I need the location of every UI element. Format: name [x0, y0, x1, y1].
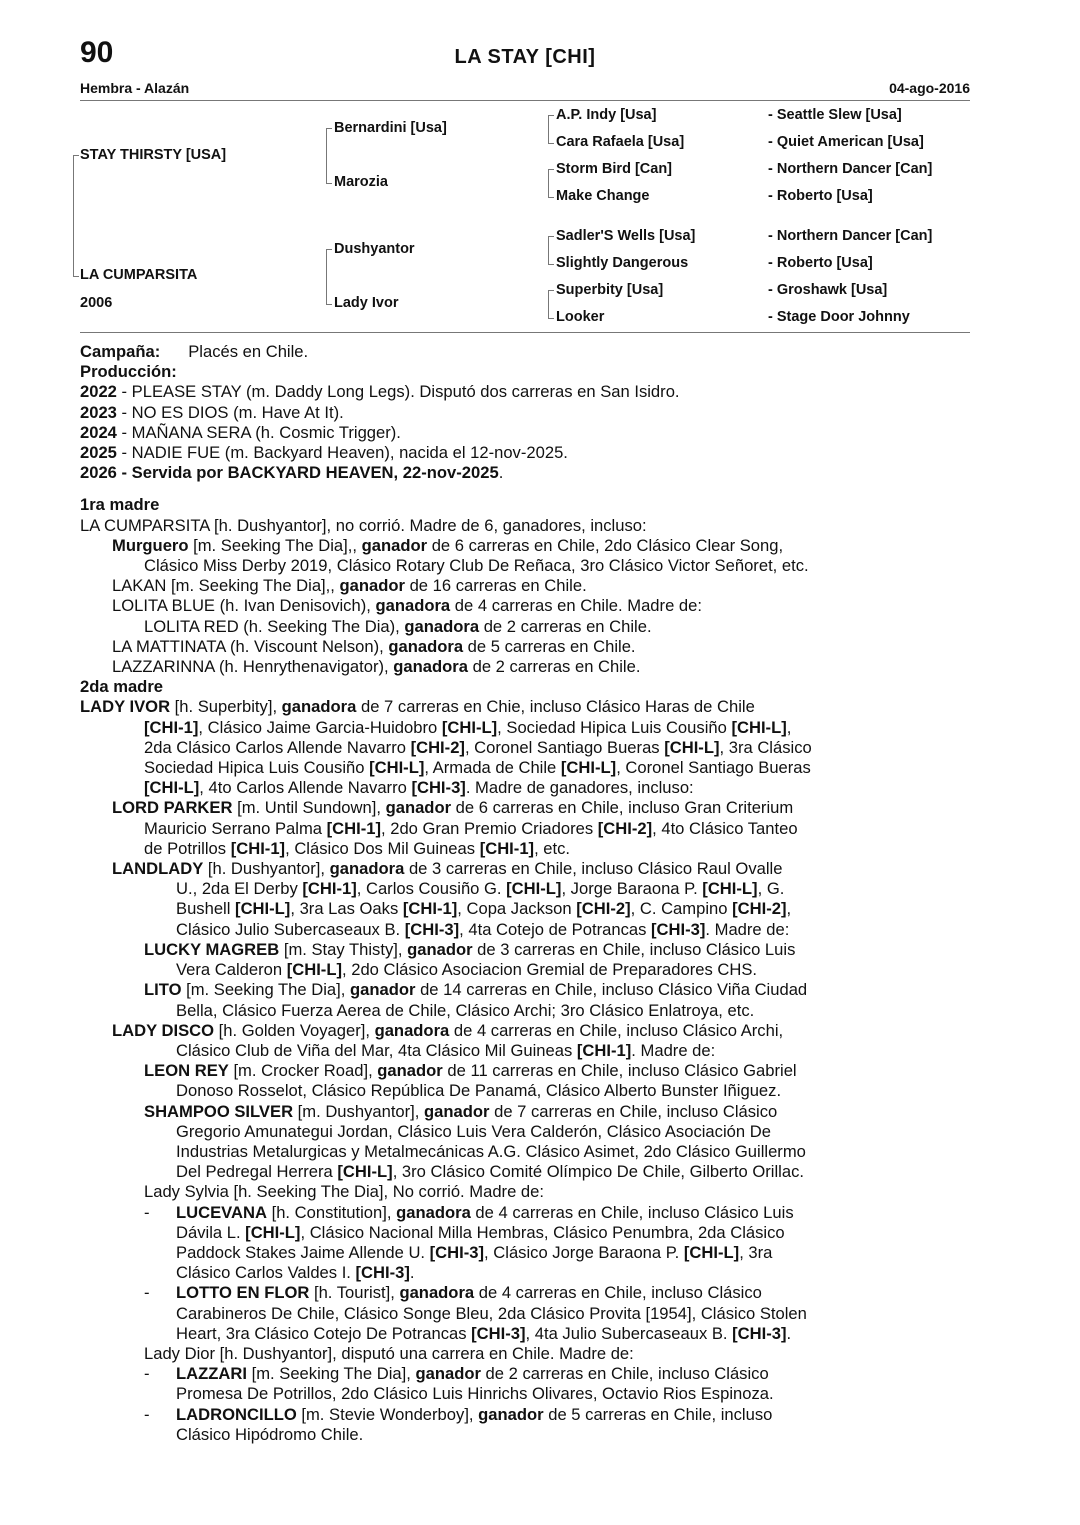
entry-lucevana: - LUCEVANA [h. Constitution], ganadora de 4 carreras en Chile, incluso Clásico Luis Dávila L. [CHI-L], Clásico Nacional Milla Hembras, Clásico Penumbra, 2da Clásico Paddock Stakes Jaime Allende U. [CHI-3], Clásico Jorge Baraona P. [CHI-L], 3ra Clásico Carlos Valdes I. [CHI-3].: [144, 1202, 794, 1283]
production-2023: 2023 - NO ES DIOS (m. Have At It).: [80, 402, 344, 422]
grandparent-3: Dushyantor: [334, 241, 415, 257]
gen3-6: Slightly Dangerous: [556, 255, 689, 271]
entry-la-mattinata: LA MATTINATA (h. Viscount Nelson), ganadora de 5 carreras en Chile.: [112, 636, 636, 656]
bracket-gen2-b: [326, 249, 332, 305]
second-dam-heading: 2da madre: [80, 677, 164, 697]
production-2026: 2026 - Servida por BACKYARD HEAVEN, 22-nov-2025.: [80, 463, 504, 483]
entry-leon-rey: LEON REY [m. Crocker Road], ganador de 11 carreras en Chile, incluso Clásico Gabriel Donoso Rosselot, Clásico República De Panamá, Clásico Alberto Bunster Iñiguez.: [144, 1061, 797, 1101]
entry-shampoo-silver: SHAMPOO SILVER [m. Dushyantor], ganador de 7 carreras en Chile, incluso Clásico Gregorio Amunategui Jordan, Clásico Luis Vera Calderón, Clásico Asociación De Industrias Metalurgicas y Metalmecánicas A.G. Clásico Asimet, 2do Clásico Guillermo Del Pedregal Herrera [CHI-L], 3ro Clásico Comité Olímpico De Chile, Gilberto Orillac.: [144, 1101, 806, 1182]
entry-lady-dior: Lady Dior [h. Dushyantor], disputó una carrera en Chile. Madre de:: [144, 1343, 634, 1363]
production-2022: 2022 - PLEASE STAY (m. Daddy Long Legs). Disputó dos carreras en San Isidro.: [80, 382, 680, 402]
sex-color: Hembra - Alazán: [80, 80, 190, 96]
campaign-line: Campaña: Placés en Chile.: [80, 342, 309, 361]
lot-number: 90: [80, 36, 114, 69]
entry-lucky-magreb: LUCKY MAGREB [m. Stay Thisty], ganador de 3 carreras en Chile, incluso Clásico Luis Vera Calderon [CHI-L], 2do Clásico Asociacion Gremial de Preparadores CHS.: [144, 939, 796, 980]
bracket-gen3-c: [548, 236, 554, 265]
gen3-8: Looker: [556, 309, 605, 325]
entry-lazzarinna: LAZZARINNA (h. Henrythenavigator), ganadora de 2 carreras en Chile.: [112, 657, 641, 677]
bracket-gen3-a: [548, 115, 554, 144]
top-rule: [80, 100, 970, 101]
birth-date: 04-ago-2016: [889, 80, 970, 96]
gen3-4: Make Change: [556, 188, 650, 204]
first-dam-heading: 1ra madre: [80, 495, 160, 515]
entry-lakan: LAKAN [m. Seeking The Dia],, ganador de 16 carreras en Chile.: [112, 576, 587, 596]
dam-year: 2006: [80, 295, 113, 311]
gen4-7: - Groshawk [Usa]: [768, 282, 888, 298]
entry-landlady: LANDLADY [h. Dushyantor], ganadora de 3 carreras en Chile, incluso Clásico Raul Ovalle U., 2da El Derby [CHI-1], Carlos Cousiño G. [CHI-L], Jorge Baraona P. [CHI-L], G. Bushell [CHI-L], 3ra Las Oaks [CHI-1], Copa Jackson [CHI-2], C. Campino [CHI-2], Clásico Julio Subercaseaux B. [CHI-3], 4ta Cotejo de Potrancas [CHI-3]. Madre de:: [112, 859, 792, 939]
gen3-2: Cara Rafaela [Usa]: [556, 134, 685, 150]
entry-murguero: Murguero [m. Seeking The Dia],, ganador de 6 carreras en Chile, 2do Clásico Clear Song, Clásico Miss Derby 2019, Clásico Rotary Club De Reñaca, 3ro Clásico Victor Señoret, etc.: [112, 535, 809, 576]
production-2025: 2025 - NADIE FUE (m. Backyard Heaven), nacida el 12-nov-2025.: [80, 443, 568, 463]
gen3-1: A.P. Indy [Usa]: [556, 107, 657, 123]
gen4-5: - Northern Dancer [Can]: [768, 228, 933, 244]
entry-lady-sylvia: Lady Sylvia [h. Seeking The Dia], No corrió. Madre de:: [144, 1182, 544, 1202]
gen3-3: Storm Bird [Can]: [556, 161, 672, 177]
gen4-6: - Roberto [Usa]: [768, 255, 873, 271]
horse-title: LA STAY [CHI]: [454, 46, 596, 68]
bracket-gen3-b: [548, 169, 554, 198]
grandparent-1: Bernardini [Usa]: [334, 120, 447, 136]
production-2024: 2024 - MAÑANA SERA (h. Cosmic Trigger).: [80, 422, 401, 442]
entry-lolita-red: LOLITA RED (h. Seeking The Dia), ganadora de 2 carreras en Chile.: [144, 616, 652, 636]
entry-lady-ivor: LADY IVOR [h. Superbity], ganadora de 7 carreras en Chie, incluso Clásico Haras de Chile [CHI-1], Clásico Jaime Garcia-Huidobro [CHI-L], Sociedad Hipica Luis Cousiño [CHI-L], 2da Clásico Carlos Allende Navarro [CHI-2], Coronel Santiago Bueras [CHI-L], 3ra Clásico Sociedad Hipica Luis Cousiño [CHI-L], Armada de Chile [CHI-L], Coronel Santiago Bueras [CHI-L], 4to Carlos Allende Navarro [CHI-3]. Madre de ganadores, incluso:: [80, 697, 812, 798]
entry-lazzari: - LAZZARI [m. Seeking The Dia], ganador de 2 carreras en Chile, incluso Clásico Promesa De Potrillos, 2do Clásico Luis Hinrichs Olivares, Octavio Rios Espinoza.: [144, 1364, 774, 1404]
gen4-1: - Seattle Slew [Usa]: [768, 107, 902, 123]
entry-lord-parker: LORD PARKER [m. Until Sundown], ganador de 6 carreras en Chile, incluso Gran Criterium Mauricio Serrano Palma [CHI-1], 2do Gran Premio Criadores [CHI-2], 4to Clásico Tanteo de Potrillos [CHI-1], Clásico Dos Mil Guineas [CHI-1], etc.: [112, 798, 798, 858]
entry-lotto-en-flor: - LOTTO EN FLOR [h. Tourist], ganadora de 4 carreras en Chile, incluso Clásico Carabineros De Chile, Clásico Songe Bleu, 2da Clásico Provita [1954], Clásico Stolen Heart, 3ra Clásico Cotejo De Potrancas [CHI-3], 4ta Julio Subercaseaux B. [CHI-3].: [144, 1283, 807, 1343]
body-text: [80, 342, 970, 1445]
dam: LA CUMPARSITA: [80, 267, 198, 283]
bracket-gen2-a: [326, 128, 332, 184]
gen4-4: - Roberto [Usa]: [768, 188, 873, 204]
grandparent-2: Marozia: [334, 174, 388, 190]
gen4-3: - Northern Dancer [Can]: [768, 161, 933, 177]
gen3-5: Sadler'S Wells [Usa]: [556, 228, 696, 244]
sire: STAY THIRSTY [USA]: [80, 147, 227, 163]
entry-ladroncillo: - LADRONCILLO [m. Stevie Wonderboy], ganador de 5 carreras en Chile, incluso Clásico Hipódromo Chile.: [144, 1404, 773, 1444]
bracket-gen1: [73, 155, 79, 277]
first-dam-intro: LA CUMPARSITA [h. Dushyantor], no corrió. Madre de 6, ganadores, incluso:: [80, 515, 647, 535]
gen3-7: Superbity [Usa]: [556, 282, 664, 298]
pedigree-bottom-rule: [80, 332, 970, 333]
entry-lolita-blue: LOLITA BLUE (h. Ivan Denisovich), ganadora de 4 carreras en Chile. Madre de:: [112, 596, 702, 616]
bracket-gen3-d: [548, 290, 554, 319]
entry-lady-disco: LADY DISCO [h. Golden Voyager], ganadora de 4 carreras en Chile, incluso Clásico Archi, Clásico Club de Viña del Mar, 4ta Clásico Mil Guineas [CHI-1]. Madre de:: [112, 1020, 784, 1060]
entry-lito: LITO [m. Seeking The Dia], ganador de 14 carreras en Chile, incluso Clásico Viña Ciudad Bella, Clásico Fuerza Aerea de Chile, Clásico Archi; 3ro Clásico Enlatroya, etc.: [144, 980, 808, 1020]
gen4-8: - Stage Door Johnny: [768, 309, 910, 325]
production-heading: Producción:: [80, 362, 177, 382]
grandparent-4: Lady Ivor: [334, 295, 399, 311]
gen4-2: - Quiet American [Usa]: [768, 134, 924, 150]
